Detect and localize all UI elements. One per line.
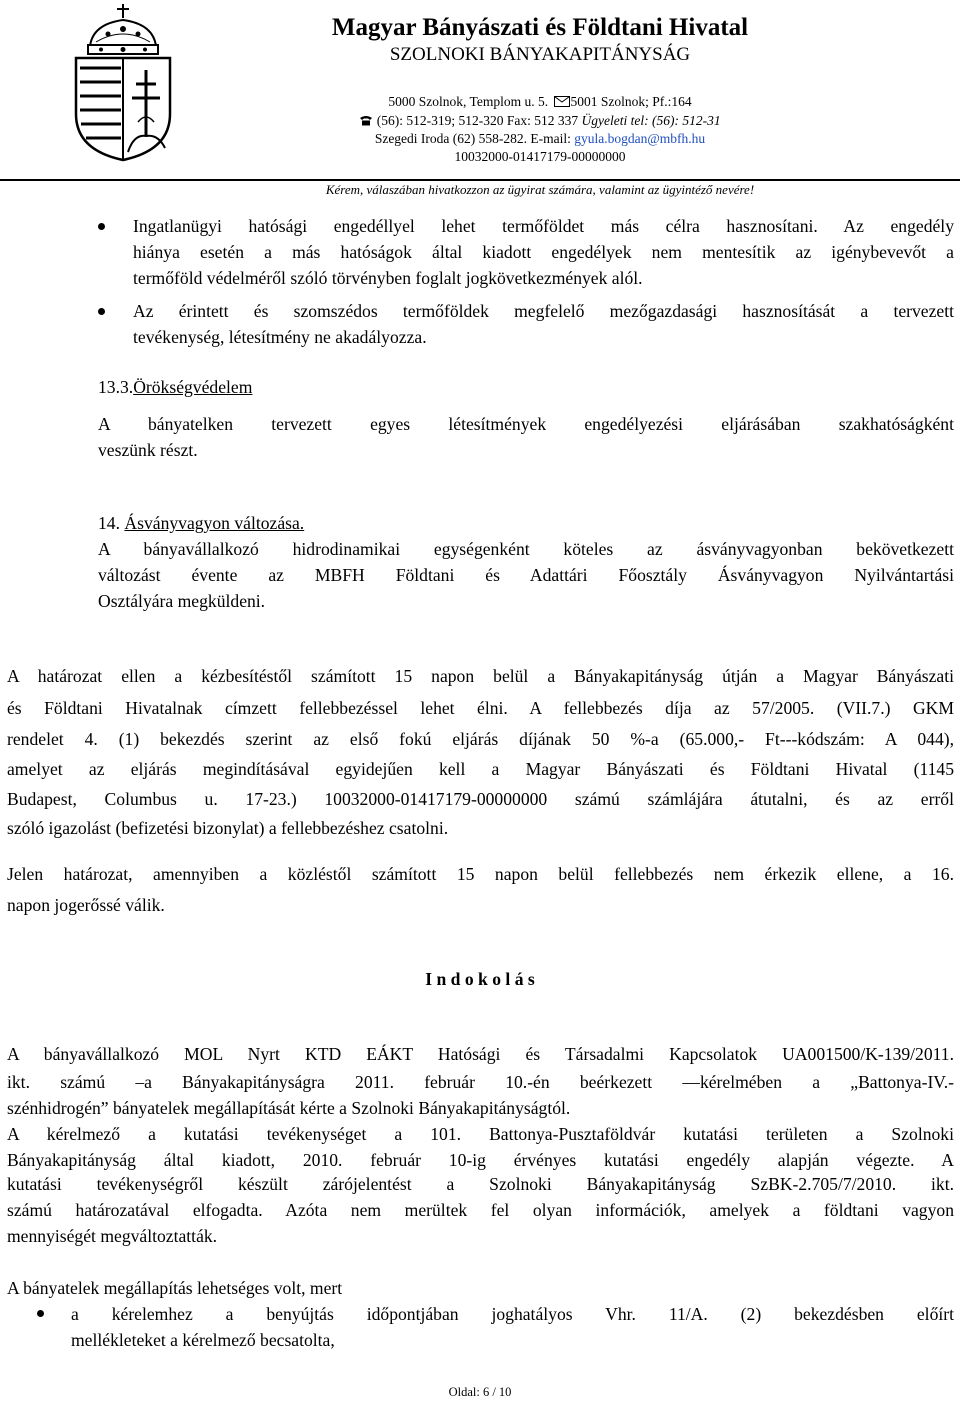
unit-name: SZOLNOKI BÁNYAKAPITÁNYSÁG: [389, 44, 691, 65]
paragraph-line: tevékenység, létesítmény ne akadályozza.: [133, 327, 427, 347]
paragraph-line: termőföld védelméről szóló törvényben foglalt jogkövetkezmények alól.: [133, 268, 643, 288]
paragraph-line: A határozat ellen a kézbesítéstől számított 15 napon belül a Bányakapitányság útján a Magyar Bányászati: [7, 666, 954, 686]
account-number: 10032000-01417179-00000000: [454, 149, 626, 164]
paragraph-line: a kérelemhez a benyújtás időpontjában joghatályos Vhr. 11/A. (2) bekezdésben előírt: [71, 1304, 954, 1324]
paragraph-line: mellékleteket a kérelmező becsatolta,: [71, 1330, 335, 1350]
paragraph-line: A bányatelek megállapítás lehetséges volt, mert: [7, 1278, 343, 1298]
paragraph-line: napon jogerőssé válik.: [7, 895, 165, 915]
section-title: Örökségvédelem: [133, 377, 253, 397]
bullet-icon: [98, 223, 105, 230]
section-title: Ásványvagyon változása.: [124, 513, 305, 533]
paragraph-line: amelyet az eljárás megindításával egyidejűen kell a Magyar Bányászati és Földtani Hivatal (1145: [7, 759, 954, 779]
address-postbox: 5001 Szolnok; Pf.:164: [570, 94, 692, 109]
paragraph-line: szóló igazolást (befizetési bizonylat) a fellebbezéshez csatolni.: [7, 818, 449, 838]
address-line: [190, 94, 890, 111]
coat-of-arms-icon: [68, 2, 178, 162]
section-heading-14: [98, 511, 304, 535]
envelope-icon: [554, 95, 570, 111]
indoklas-heading: I n d o k o l á s: [425, 969, 535, 989]
phone-icon: [359, 114, 373, 130]
paragraph-line: A kérelmező a kutatási tevékenységet a 101. Battonya-Pusztaföldvár kutatási területen a Szolnoki: [7, 1124, 954, 1144]
paragraph-line: és Földtani Hivatalnak címzett fellebbezéssel lehet élni. A fellebbezés díja az 57/2005. (VII.7.) GKM: [7, 698, 954, 718]
emergency-phone: Ügyeleti tel: (56): 512-31: [581, 113, 721, 128]
szeged-office-text: Szegedi Iroda (62) 558-282. E-mail:: [374, 131, 571, 146]
section-number: 14.: [98, 513, 120, 533]
section-heading-13-3: [98, 375, 252, 399]
paragraph-line: Bányakapitányság által kiadott, 2010. február 10-ig érvényes kutatási engedély alapján végezte. A: [7, 1150, 954, 1170]
paragraph-line: A bányavállalkozó MOL Nyrt KTD EÁKT Hatósági és Társadalmi Kapcsolatok UA001500/K-139/2011.: [7, 1044, 954, 1064]
paragraph-line: rendelet 4. (1) bekezdés szerint az első fokú eljárás díjának 50 %-a (65.000,- Ft---kódszám: A 044),: [7, 729, 954, 749]
szeged-office-line: [190, 131, 890, 147]
paragraph-line: veszünk részt.: [98, 440, 198, 460]
paragraph-line: Jelen határozat, amennyiben a közléstől számított 15 napon belül fellebbezés nem érkezik ellene, a 16.: [7, 864, 954, 884]
paragraph-line: Osztályára megküldeni.: [98, 591, 266, 611]
paragraph-line: A bányatelken tervezett egyes létesítmények engedélyezési eljárásában szakhatóságként: [98, 414, 954, 434]
paragraph-line: mennyiségét megváltoztatták.: [7, 1226, 218, 1246]
page-number: Oldal: 6 / 10: [448, 1385, 512, 1399]
header-divider: [0, 179, 960, 181]
paragraph-line: kutatási tevékenységről készült zárójelentést a Szolnoki Bányakapitányság SzBK-2.705/7/2010. ikt.: [7, 1174, 954, 1194]
paragraph-line: változást évente az MBFH Földtani és Adattári Főosztály Ásványvagyon Nyilvántartási: [98, 565, 954, 585]
paragraph-line: ikt. számú –a Bányakapitányságra 2011. február 10.-én beérkezett ––kérelmében a „Battonya-IV.-: [7, 1072, 954, 1092]
paragraph-line: hiánya esetén a más hatóságok által kiadott engedélyek nem mentesítik az igénybevevőt a: [133, 242, 954, 262]
email-link[interactable]: gyula.bogdan@mbfh.hu: [574, 131, 706, 146]
paragraph-line: Ingatlanügyi hatósági engedéllyel lehet termőföldet más célra hasznosítani. Az engedély: [133, 216, 954, 236]
phone-line: [190, 113, 890, 130]
section-number: 13.3.: [98, 377, 134, 397]
org-name: Magyar Bányászati és Földtani Hivatal: [331, 14, 749, 41]
phone-numbers: (56): 512-319; 512-320 Fax: 512 337: [376, 113, 579, 128]
paragraph-line: számú határozatával elfogadta. Azóta nem merültek fel olyan információk, amelyek a földtani vagyon: [7, 1200, 954, 1220]
paragraph-line: Budapest, Columbus u. 17-23.) 10032000-01417179-00000000 számú számlájára átutalni, és az erről: [7, 789, 954, 809]
bullet-icon: [37, 1310, 44, 1317]
reference-note: Kérem, válaszában hivatkozzon az ügyirat számára, valamint az ügyintéző nevére!: [325, 182, 755, 197]
paragraph-line: Az érintett és szomszédos termőföldek megfelelő mezőgazdasági hasznosítását a tervezett: [133, 301, 954, 321]
bullet-icon: [98, 308, 105, 315]
paragraph-line: A bányavállalkozó hidrodinamikai egységenként köteles az ásványvagyonban bekövetkezett: [98, 539, 954, 559]
paragraph-line: szénhidrogén” bányatelek megállapítását kérte a Szolnoki Bányakapitányságtól.: [7, 1098, 571, 1118]
address-street: 5000 Szolnok, Templom u. 5.: [388, 94, 549, 109]
